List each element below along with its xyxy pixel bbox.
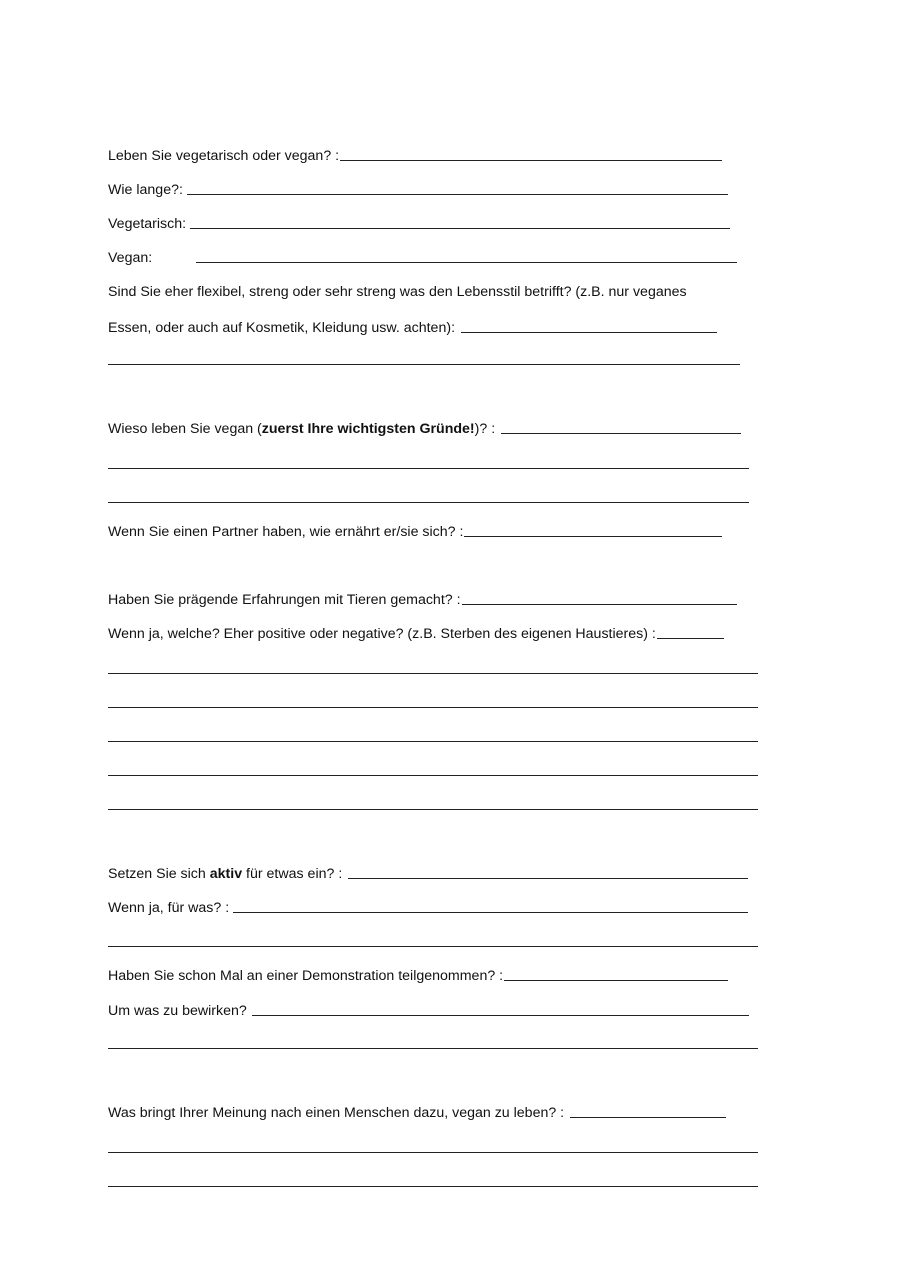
answer-line[interactable] [108,775,758,776]
answer-line[interactable] [462,603,737,605]
question-partner [108,518,722,540]
question-label: Um was zu bewirken? [108,1003,247,1019]
answer-line[interactable] [501,432,741,434]
question-label: Wenn ja, welche? Eher positive oder negative? (z.B. Sterben des eigenen Haustieres) : [108,626,656,642]
question-active [108,860,748,882]
question-label: Wenn ja, für was? : [108,900,230,916]
answer-line[interactable] [108,741,758,742]
answer-line[interactable] [196,261,737,263]
question-vegetarian-or-vegan [108,142,722,164]
question-which-experiences [108,620,724,642]
answer-line[interactable] [108,1186,758,1187]
question-vegetarian-duration [108,210,730,232]
answer-line[interactable] [108,468,749,469]
answer-line[interactable] [461,331,717,333]
question-label: Essen, oder auch auf Kosmetik, Kleidung usw. achten): [108,320,456,336]
question-label: Sind Sie eher flexibel, streng oder sehr streng was den Lebensstil betrifft? (z.B. nur veganes [108,284,687,300]
answer-line[interactable] [233,911,748,913]
question-label-suffix: für etwas ein? : [246,866,343,882]
answer-line[interactable] [190,227,730,229]
question-animal-experiences [108,586,737,608]
question-label: Haben Sie schon Mal an einer Demonstration teilgenommen? : [108,968,504,984]
question-why-vegan [108,415,741,437]
answer-line[interactable] [108,502,749,503]
question-label: Wenn Sie einen Partner haben, wie ernährt er/sie sich? : [108,524,464,540]
question-lifestyle-line2 [108,314,717,336]
question-label: Leben Sie vegetarisch oder vegan? : [108,148,340,164]
question-demonstration [108,962,728,984]
question-for-what [108,894,748,916]
question-label: Haben Sie prägende Erfahrungen mit Tieren gemacht? : [108,592,461,608]
question-label-emphasis: aktiv [209,866,243,882]
answer-line[interactable] [252,1014,749,1016]
question-label-emphasis: zuerst Ihre wichtigsten Gründe! [261,421,475,437]
answer-line[interactable] [348,877,748,879]
answer-line[interactable] [108,809,758,810]
answer-line[interactable] [187,193,728,195]
answer-line[interactable] [108,707,758,708]
question-label-prefix: Wieso leben Sie vegan ( [108,421,262,437]
answer-line[interactable] [108,673,758,674]
question-lifestyle-line1 [108,278,687,300]
answer-line[interactable] [340,159,722,161]
question-label-suffix: )? : [474,421,496,437]
answer-line[interactable] [657,637,724,639]
question-how-long [108,176,728,198]
answer-line[interactable] [464,535,722,537]
question-label: Vegan: [108,250,153,266]
answer-line[interactable] [570,1116,726,1118]
question-reasons-vegan [108,1099,726,1121]
question-vegan-duration [108,244,737,266]
question-label-prefix: Setzen Sie sich [108,866,206,882]
answer-line[interactable] [504,979,728,981]
answer-line[interactable] [108,1152,758,1153]
question-label: Vegetarisch: [108,216,187,232]
question-label: Wie lange?: [108,182,183,198]
answer-line[interactable] [108,364,740,365]
answer-line[interactable] [108,946,758,947]
question-to-achieve [108,997,749,1019]
answer-line[interactable] [108,1048,758,1049]
question-label: Was bringt Ihrer Meinung nach einen Menschen dazu, vegan zu leben? : [108,1105,565,1121]
